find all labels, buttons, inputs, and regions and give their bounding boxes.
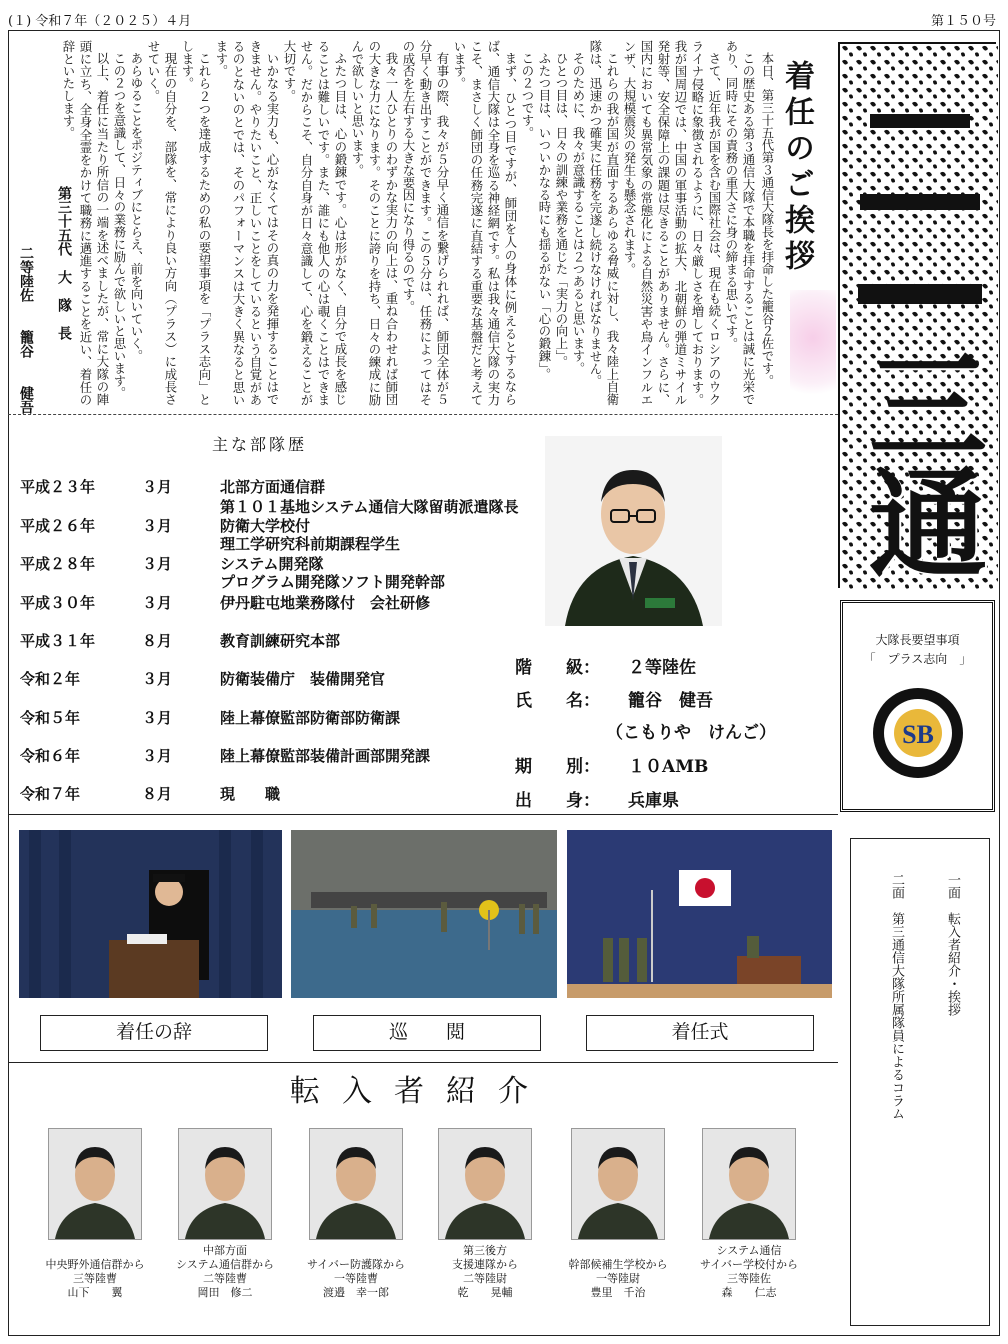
greeting-paragraph: あらゆることをポジティブにとらえ、前を向いていく。 <box>129 52 144 363</box>
career-month: ３月 <box>142 517 173 535</box>
transfer-photo <box>178 1128 272 1240</box>
greeting-paragraph: この２つです。 <box>520 52 535 140</box>
name-label: 氏 名： <box>515 691 600 711</box>
transfer-from-line1: 第三後方 <box>463 1244 507 1257</box>
policy-box <box>840 600 995 812</box>
transfer-from-line2: サイバー学校付から <box>699 1258 798 1271</box>
class-label: 期 別： <box>515 757 600 777</box>
photos-divider-top <box>8 814 838 815</box>
masthead-title: 三通 <box>849 344 988 580</box>
transfer-from-line2: 幹部候補生学校から <box>568 1258 668 1271</box>
career-year: 平成２３年 <box>20 478 96 496</box>
transfer-person <box>160 1128 290 1300</box>
transfer-name: 森 仁志 <box>721 1286 777 1299</box>
policy-title: 大隊長要望事項 <box>875 633 960 647</box>
greeting-paragraph: ひとつ目は、日々の訓練や業務を通じた「実力の向上」。 <box>554 52 569 369</box>
greeting-paragraph: ふたつ目は、いついかなる時にも揺るがない「心の鍛錬」。 <box>537 52 552 381</box>
transfer-rank: 二等陸曹 <box>203 1272 247 1285</box>
greeting-paragraph: これら２つを達成するための私の要望事項を「プラス志向」とします。 <box>180 40 212 406</box>
transfer-from-line2: システム通信群から <box>176 1258 274 1271</box>
transfer-from-line2: 支援連隊から <box>452 1258 518 1271</box>
career-desc-2: 第１０１基地システム通信大隊留萌派遣隊長 <box>220 498 519 516</box>
career-year: 令和６年 <box>20 747 81 765</box>
career-month: ３月 <box>142 594 173 612</box>
greeting-paragraph: いかなる実力も、心がなくてはその真の力を発揮することはできません。やりたいこと、正しいことをしているという自覚があるのとないのとでは、そのパフォーマンスは大きく異なると思います。 <box>214 40 280 406</box>
transfer-rank: 一等陸曹 <box>334 1272 378 1285</box>
career-year: 令和２年 <box>20 670 81 688</box>
transfer-person <box>420 1128 550 1300</box>
transfer-person <box>291 1128 421 1300</box>
transfer-name: 乾 晃輔 <box>457 1286 513 1299</box>
rank-label: 階 級： <box>515 658 600 678</box>
career-desc: 教育訓練研究本部 <box>220 632 341 650</box>
transfer-from-line2: サイバー防護隊から <box>306 1258 405 1271</box>
caption-review: 巡 閲 <box>313 1015 541 1051</box>
emblem-letters: SB <box>901 720 934 749</box>
greeting-paragraph: この２つを意識して、日々の業務に励んで欲しいと思います。 <box>112 52 127 400</box>
transfer-name: 岡田 修二 <box>197 1286 253 1299</box>
transfer-person <box>684 1128 814 1300</box>
transfer-rank: 三等陸佐 <box>727 1272 771 1285</box>
career-desc: 北部方面通信群 <box>220 478 326 496</box>
caption-arrival-speech: 着任の辞 <box>40 1015 268 1051</box>
greeting-paragraph: さて、近年我が国を含む国際社会は、現在も続くロシアのウクライナ侵略に象徴されるように、日々厳しさを増しております。我が国周辺では、中国の軍事活動の拡大、北朝鮮の弾道ミサイル発射等、安全保障上の課題は尽きることがありません。さらに、国内においても異常気象の常態化による自然災害や鳥インフルエンザ、大規模震災の発生も懸念されます。 <box>622 40 722 406</box>
transfers-title: 転入者紹介 <box>290 1074 550 1109</box>
greeting-paragraph: 現在の自分を、部隊を、常により良い方向（プラス）に成長させていく。 <box>146 40 178 406</box>
toc-item-1: 一面 転入者紹介・挨拶 <box>945 873 960 1016</box>
career-year: 平成２６年 <box>20 517 96 535</box>
greeting-paragraph: まず、ひとつ目ですが、師団を人の身体に例えるとするならば、通信大隊は全身を巡る神経網です。私は我々通信大隊の実力こそ、まさしく師団の任務完遂に直結する重要な基盤だと考えています。 <box>452 40 518 406</box>
flower-decoration <box>790 290 836 410</box>
career-desc-2: プログラム開発隊ソフト開発幹部 <box>220 573 445 591</box>
transfer-name: 山下 翼 <box>67 1286 123 1299</box>
career-month: ３月 <box>142 709 173 727</box>
transfer-rank: 二等陸尉 <box>463 1272 507 1285</box>
transfer-name: 渡邉 幸一郎 <box>323 1286 389 1299</box>
masthead <box>838 42 996 588</box>
career-month: ８月 <box>142 785 173 803</box>
career-desc: 現 職 <box>220 785 281 803</box>
career-month: ３月 <box>142 747 173 765</box>
unit-emblem <box>863 685 973 781</box>
name-value: 籠谷 健吾 <box>628 691 713 711</box>
class-value: １０AMB <box>628 757 709 777</box>
table-of-contents <box>850 838 990 1326</box>
transfer-rank: 三等陸曹 <box>73 1272 117 1285</box>
photo-review <box>291 830 557 998</box>
career-year: 平成３１年 <box>20 632 96 650</box>
transfer-from-line2: 中央野外通信群から <box>45 1258 145 1271</box>
photo-ceremony <box>567 830 832 998</box>
greeting-title: 着任のご挨拶 <box>779 60 814 276</box>
commander-photo <box>545 436 722 626</box>
origin-label: 出 身： <box>515 791 600 811</box>
name-reading: （こもりや けんご） <box>606 723 776 743</box>
issue-number: 第１５０号 <box>930 14 996 29</box>
career-desc: 陸上幕僚監部防衛部防衛課 <box>220 709 401 727</box>
photos-divider-bottom <box>8 1062 838 1063</box>
career-month: ３月 <box>142 670 173 688</box>
career-desc: 伊丹駐屯地業務隊付 会社研修 <box>220 594 431 612</box>
policy-value: 「 プラス志向 」 <box>863 652 972 666</box>
career-month: ３月 <box>142 555 173 573</box>
greeting-paragraph: 本日、第三十五代第３通信大隊長を拝命した籠谷２佐です。 <box>760 52 775 388</box>
transfer-photo <box>48 1128 142 1240</box>
rank-value: ２等陸佐 <box>628 658 696 678</box>
greeting-paragraph: 以上、着任に当たり所信の一端を述べましたが、常に大隊の陣頭に立ち、全身全霊をかけて職務に邁進することを近い、着任の辞といたします。 <box>61 40 110 406</box>
greeting-paragraph: 我々一人ひとりのわずかな実力の向上は、重ね合わせれば師団の大きな力になります。そのことに誇りを持ち、日々の練成に励んで欲しいと思います。 <box>350 40 399 406</box>
career-year: 平成３０年 <box>20 594 96 612</box>
greeting-paragraph: この歴史ある第３通信大隊で本職を拝命することは誠に光栄であり、同時にその責務の重大さに身の締まる思いです。 <box>724 40 756 406</box>
transfer-name: 豊里 千治 <box>590 1286 646 1299</box>
portrait-illustration <box>545 436 722 626</box>
signature-rank: 第三十五代 大 隊 長 <box>56 186 72 340</box>
transfer-from-line1 <box>30 1244 160 1258</box>
transfer-photo <box>309 1128 403 1240</box>
transfer-person <box>553 1128 683 1300</box>
career-desc: 防衛大学校付 <box>220 517 311 535</box>
transfer-from-line1: システム通信 <box>716 1244 782 1257</box>
career-desc: 防衛装備庁 装備開発官 <box>220 670 386 688</box>
greeting-paragraph: これらの我が国が直面するあらゆる脅威に対し、我々陸上自衛隊は、迅速かつ確実に任務を完遂し続けなければなりません。 <box>588 40 620 406</box>
career-year: 令和５年 <box>20 709 81 727</box>
transfer-photo <box>438 1128 532 1240</box>
transfer-person <box>30 1128 160 1300</box>
transfer-from-line1 <box>553 1244 683 1258</box>
career-year: 令和７年 <box>20 785 81 803</box>
origin-value: 兵庫県 <box>628 791 679 811</box>
transfer-photo <box>571 1128 665 1240</box>
caption-ceremony: 着任式 <box>586 1015 814 1051</box>
greeting-paragraph: 有事の際、我々が５分早く通信を繋げられれば、師団全体が５分早く動き出すことができます。この５分は、任務によってはその成否を左右する大きな要因になり得るのです。 <box>401 40 450 406</box>
transfer-photo <box>702 1128 796 1240</box>
transfer-from-line1: 中部方面 <box>203 1244 247 1257</box>
greeting-paragraph: そのために、我々が意識することは２つあると思います。 <box>571 52 586 375</box>
transfer-from-line1 <box>291 1244 421 1258</box>
career-year: 平成２８年 <box>20 555 96 573</box>
career-desc-2: 理工学研究科前期課程学生 <box>220 535 401 553</box>
career-title: 主な部隊歴 <box>212 435 308 454</box>
greeting-paragraph: ふたつ目は、心の鍛錬です。心は形がなく、自分で成長を感じることは難しいです。また、誰にも他人の心は覗くことはできません。だからこそ、自分自身が日々意識して、心を鍛えることが大切です。 <box>282 40 348 406</box>
section-divider <box>8 414 838 415</box>
toc-item-2: 二面 第三通信大隊所属隊員によるコラム <box>889 873 904 1120</box>
signature-name: 二等陸佐 籠谷 健吾 <box>18 246 34 414</box>
career-month: ８月 <box>142 632 173 650</box>
career-desc: システム開発隊 <box>220 555 324 573</box>
transfer-rank: 一等陸尉 <box>596 1272 640 1285</box>
photo-arrival-speech <box>19 830 282 998</box>
issue-date: (１) 令和７年（２０２５）４月 <box>8 14 192 29</box>
career-month: ３月 <box>142 478 173 496</box>
career-desc: 陸上幕僚監部装備計画部開発課 <box>220 747 431 765</box>
